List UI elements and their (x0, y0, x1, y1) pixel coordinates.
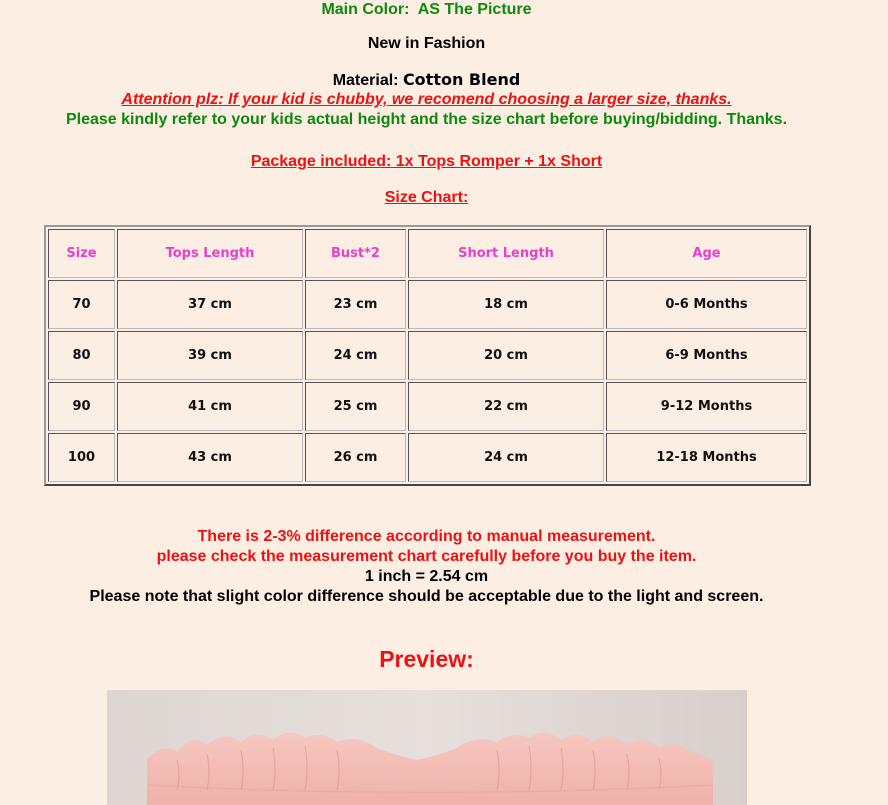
cell-age: 6-9 Months (606, 331, 807, 380)
cell-bust: 26 cm (305, 433, 406, 482)
pink-ruffle-garment-image (107, 690, 747, 805)
cell-age: 12-18 Months (606, 433, 807, 482)
color-difference-note: Please note that slight color difference should be acceptable due to the light and screen. (89, 588, 764, 605)
check-chart-note: please check the measurement chart carefully before you buy the item. (156, 548, 697, 565)
attention-note: Attention plz: If your kid is chubby, we recomend choosing a larger size, thanks. (121, 91, 732, 108)
material-value: Cotton Blend (402, 70, 521, 89)
cell-size: 90 (48, 382, 115, 431)
cell-tops-length: 37 cm (117, 280, 303, 329)
size-chart-table (44, 225, 811, 486)
main-color-value: AS The Picture (417, 1, 532, 18)
header-cell-short-length: Short Length (408, 229, 604, 278)
cell-size: 80 (48, 331, 115, 380)
cell-size: 70 (48, 280, 115, 329)
main-color-line (0, 0, 853, 20)
size-chart-label: Size Chart: (384, 189, 469, 206)
main-color-label: Main Color: (321, 1, 410, 18)
cell-bust: 24 cm (305, 331, 406, 380)
header-cell-size: Size (48, 229, 115, 278)
new-in-fashion: New in Fashion (367, 35, 486, 52)
material-label: Material: (332, 72, 399, 89)
package-included: Package included: 1x Tops Romper + 1x Short (250, 153, 603, 170)
cell-short-length: 22 cm (408, 382, 604, 431)
cell-tops-length: 41 cm (117, 382, 303, 431)
inch-conversion: 1 inch = 2.54 cm (364, 568, 489, 585)
table-row (48, 433, 807, 482)
table-row (48, 280, 807, 329)
cell-tops-length: 39 cm (117, 331, 303, 380)
cell-size: 100 (48, 433, 115, 482)
measurement-difference-note: There is 2-3% difference according to manual measurement. (197, 528, 656, 545)
cell-bust: 23 cm (305, 280, 406, 329)
cell-age: 0-6 Months (606, 280, 807, 329)
cell-short-length: 20 cm (408, 331, 604, 380)
header-cell-age: Age (606, 229, 807, 278)
product-preview-image (107, 690, 747, 805)
header-cell-tops-length: Tops Length (117, 229, 303, 278)
preview-title: Preview: (379, 646, 474, 672)
cell-tops-length: 43 cm (117, 433, 303, 482)
refer-size-note: Please kindly refer to your kids actual height and the size chart before buying/bidding. Thanks. (65, 111, 788, 128)
table-header-row (48, 229, 807, 278)
cell-bust: 25 cm (305, 382, 406, 431)
material-line (0, 70, 853, 91)
table-row (48, 331, 807, 380)
cell-age: 9-12 Months (606, 382, 807, 431)
header-cell-bust: Bust*2 (305, 229, 406, 278)
cell-short-length: 18 cm (408, 280, 604, 329)
table-row (48, 382, 807, 431)
cell-short-length: 24 cm (408, 433, 604, 482)
